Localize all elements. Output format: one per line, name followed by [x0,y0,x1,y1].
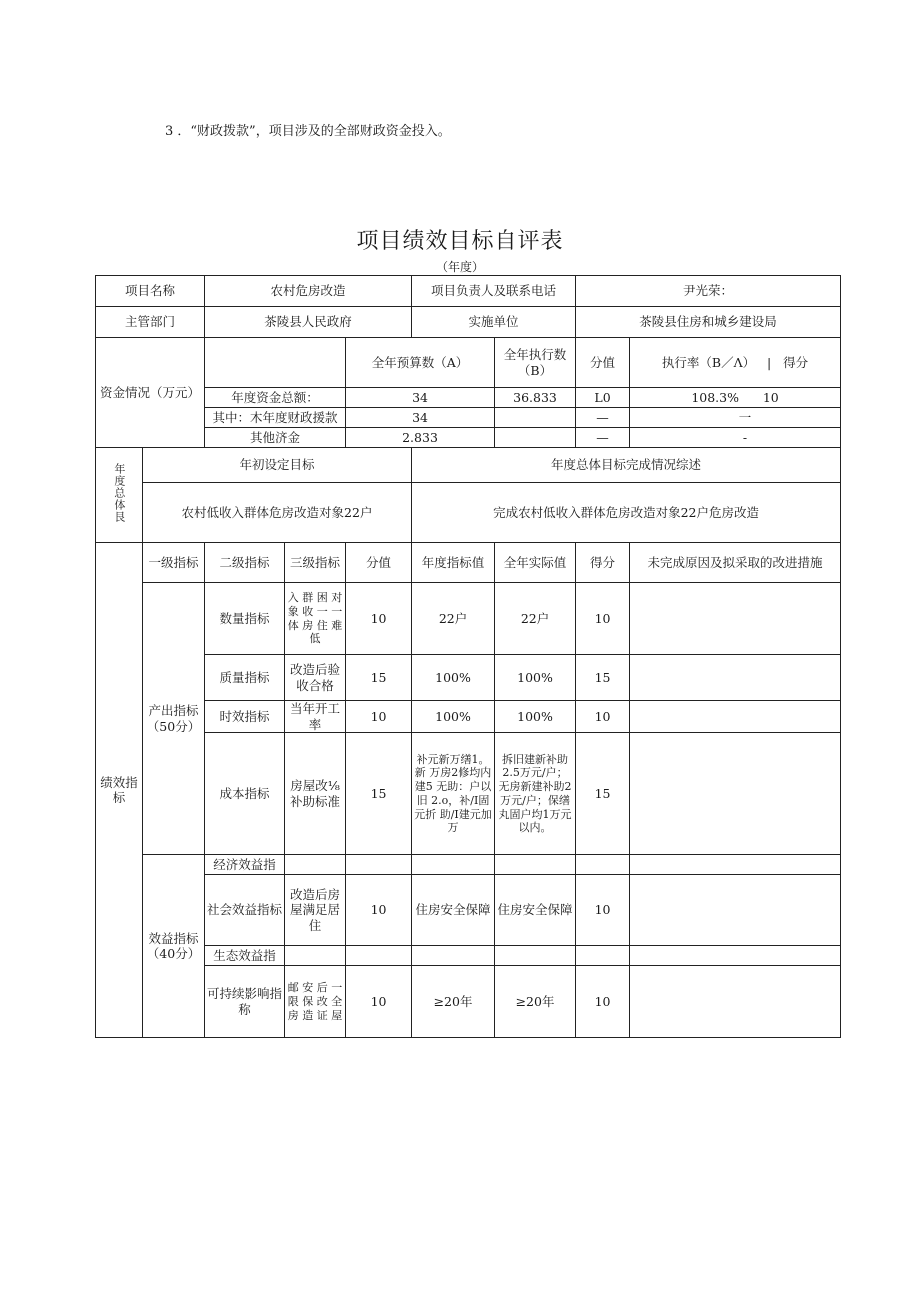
score-header: 得分 [783,354,809,370]
perf-row-reason [630,946,841,966]
perf-row-l3: 入 群 困 对 象 收 一 一 体 房 住 难 低 [285,583,346,655]
perf-row-score: 10 [576,875,630,946]
funds-row-score-value: L0 [576,388,630,408]
funds-row-rate-score [630,428,841,448]
perf-row-l2: 时效指标 [205,701,285,733]
perf-row-l3: 当年开工率 [285,701,346,733]
funds-row-budget: 34 [346,408,495,428]
perf-row-value: 15 [346,733,412,855]
perf-row-l3: 改造后验收合格 [285,655,346,701]
perf-row-l2: 生态效益指 [205,946,285,966]
perf-row-target: 补元新万缮1。新 万房2修均内建5 无助：户以旧 2.o，补/I固元折 助/I建元加万 [412,733,495,855]
perf-row-l3 [285,946,346,966]
perf-header-actual: 全年实际值 [495,543,576,583]
perf-row-score: 10 [576,966,630,1038]
funds-row-budget: 2.833 [346,428,495,448]
funds-row-label: 年度资金总额： [205,388,346,408]
perf-row-actual: 住房安全保障 [495,875,576,946]
perf-row-value: 15 [346,655,412,701]
perf-row-reason [630,966,841,1038]
perf-header-l1: 一级指标 [143,543,205,583]
funds-row-exec: 36.833 [495,388,576,408]
funds-row-rate-score [630,408,841,428]
score-value-header: 分值 [576,338,630,388]
perf-row-score: 10 [576,583,630,655]
goals-set-text: 农村低收入群体危房改造对象22户 [143,483,412,543]
funds-row-exec [495,408,576,428]
perf-row-target: 100% [412,701,495,733]
perf-row-value [346,946,412,966]
funds-row-score-value: — [576,428,630,448]
perf-row-target: 100% [412,655,495,701]
goals-label-text: 年度总体艮 [112,463,126,524]
unit-value: 茶陵县住房和城乡建设局 [576,307,841,338]
perf-label: 绩效指标 [96,543,143,1038]
exec-header: 全年执行数（B） [495,338,576,388]
perf-header-score: 得分 [576,543,630,583]
perf-row-value: 10 [346,701,412,733]
perf-row-l3 [285,855,346,875]
funds-row-label: 其中：木年度财政援款 [205,408,346,428]
perf-header-reason: 未完成原因及拟采取的改进措施 [630,543,841,583]
perf-row-score: 10 [576,701,630,733]
perf-row-l2: 经济效益指 [205,855,285,875]
funds-row-label: 其他济金 [205,428,346,448]
perf-row-l2: 成本指标 [205,733,285,855]
perf-row-reason [630,733,841,855]
perf-row-reason [630,855,841,875]
perf-row-l2: 可持续影响指称 [205,966,285,1038]
contact-label: 项目负责人及联系电话 [412,276,576,307]
perf-header-value: 分值 [346,543,412,583]
perf-row-score [576,946,630,966]
perf-row-l2: 数量指标 [205,583,285,655]
budget-header: 全年预算数（A） [346,338,495,388]
perf-row-actual [495,946,576,966]
funds-row-score: - [742,429,748,445]
funds-row-exec [495,428,576,448]
perf-row-reason [630,655,841,701]
rate-header: 执行率（B／Λ） [661,354,756,370]
perf-row-actual: ≥20年 [495,966,576,1038]
unit-label: 实施单位 [412,307,576,338]
dept-label: 主管部门 [96,307,205,338]
perf-row-l3: 改造后房屋满足居住 [285,875,346,946]
perf-row-target: ≥20年 [412,966,495,1038]
perf-row-l2: 社会效益指标 [205,875,285,946]
perf-row-value: 10 [346,583,412,655]
dept-value: 茶陵县人民政府 [205,307,412,338]
perf-row-actual: 100% [495,655,576,701]
output-indicator-label: 产出指标（50分） [143,583,205,855]
perf-row-actual: 100% [495,701,576,733]
perf-row-actual: 22户 [495,583,576,655]
perf-row-score: 15 [576,733,630,855]
perf-row-value [346,855,412,875]
funds-row-score: 一 [738,409,752,425]
perf-row-target [412,946,495,966]
perf-header-l2: 二级指标 [205,543,285,583]
funds-header-blank [205,338,346,388]
perf-row-l2: 质量指标 [205,655,285,701]
perf-row-actual [495,855,576,875]
perf-row-value: 10 [346,875,412,946]
perf-row-value: 10 [346,966,412,1038]
perf-row-target [412,855,495,875]
footnote-text: 3 ．“财政拨款”，项目涉及的全部财政资金投入。 [165,124,451,139]
funds-row-score: 10 [762,389,779,405]
contact-value: 尹光荣： [576,276,841,307]
perf-header-target: 年度指标值 [412,543,495,583]
perf-row-reason [630,583,841,655]
perf-row-target: 22户 [412,583,495,655]
perf-row-score: 15 [576,655,630,701]
perf-row-reason [630,701,841,733]
perf-row-actual: 拆旧建新补助2.5万元/户；无房新建补助2万元/户；保缮丸固户均1万元以内。 [495,733,576,855]
funds-label: 资金情况（万元） [96,338,205,448]
rate-score-header: 执行率（B／Λ） | 得分 [630,338,841,388]
goals-done-text: 完成农村低收入群体危房改造对象22户危房改造 [412,483,841,543]
goals-label [96,448,143,543]
funds-row-score-value: — [576,408,630,428]
perf-row-target: 住房安全保障 [412,875,495,946]
perf-row-l3: 房屋改⅛补助标准 [285,733,346,855]
project-name-value: 农村危房改造 [205,276,412,307]
perf-row-score [576,855,630,875]
benefit-indicator-label: 效益指标（40分） [143,855,205,1038]
perf-header-l3: 三级指标 [285,543,346,583]
funds-row-budget: 34 [346,388,495,408]
funds-row-rate: 108.3% [691,389,739,405]
goals-set-header: 年初设定目标 [143,448,412,483]
funds-row-rate-score [630,388,841,408]
perf-row-l3: 邮 安 后 一 限 保 改 全 房 造 证 屋 [285,966,346,1038]
performance-self-evaluation-table [95,275,841,1038]
perf-row-reason [630,875,841,946]
page-subtitle: （年度） [435,260,484,274]
goals-done-header: 年度总体目标完成情况综述 [412,448,841,483]
project-name-label: 项目名称 [96,276,205,307]
page-title: 项目绩效目标自评表 [356,229,564,254]
